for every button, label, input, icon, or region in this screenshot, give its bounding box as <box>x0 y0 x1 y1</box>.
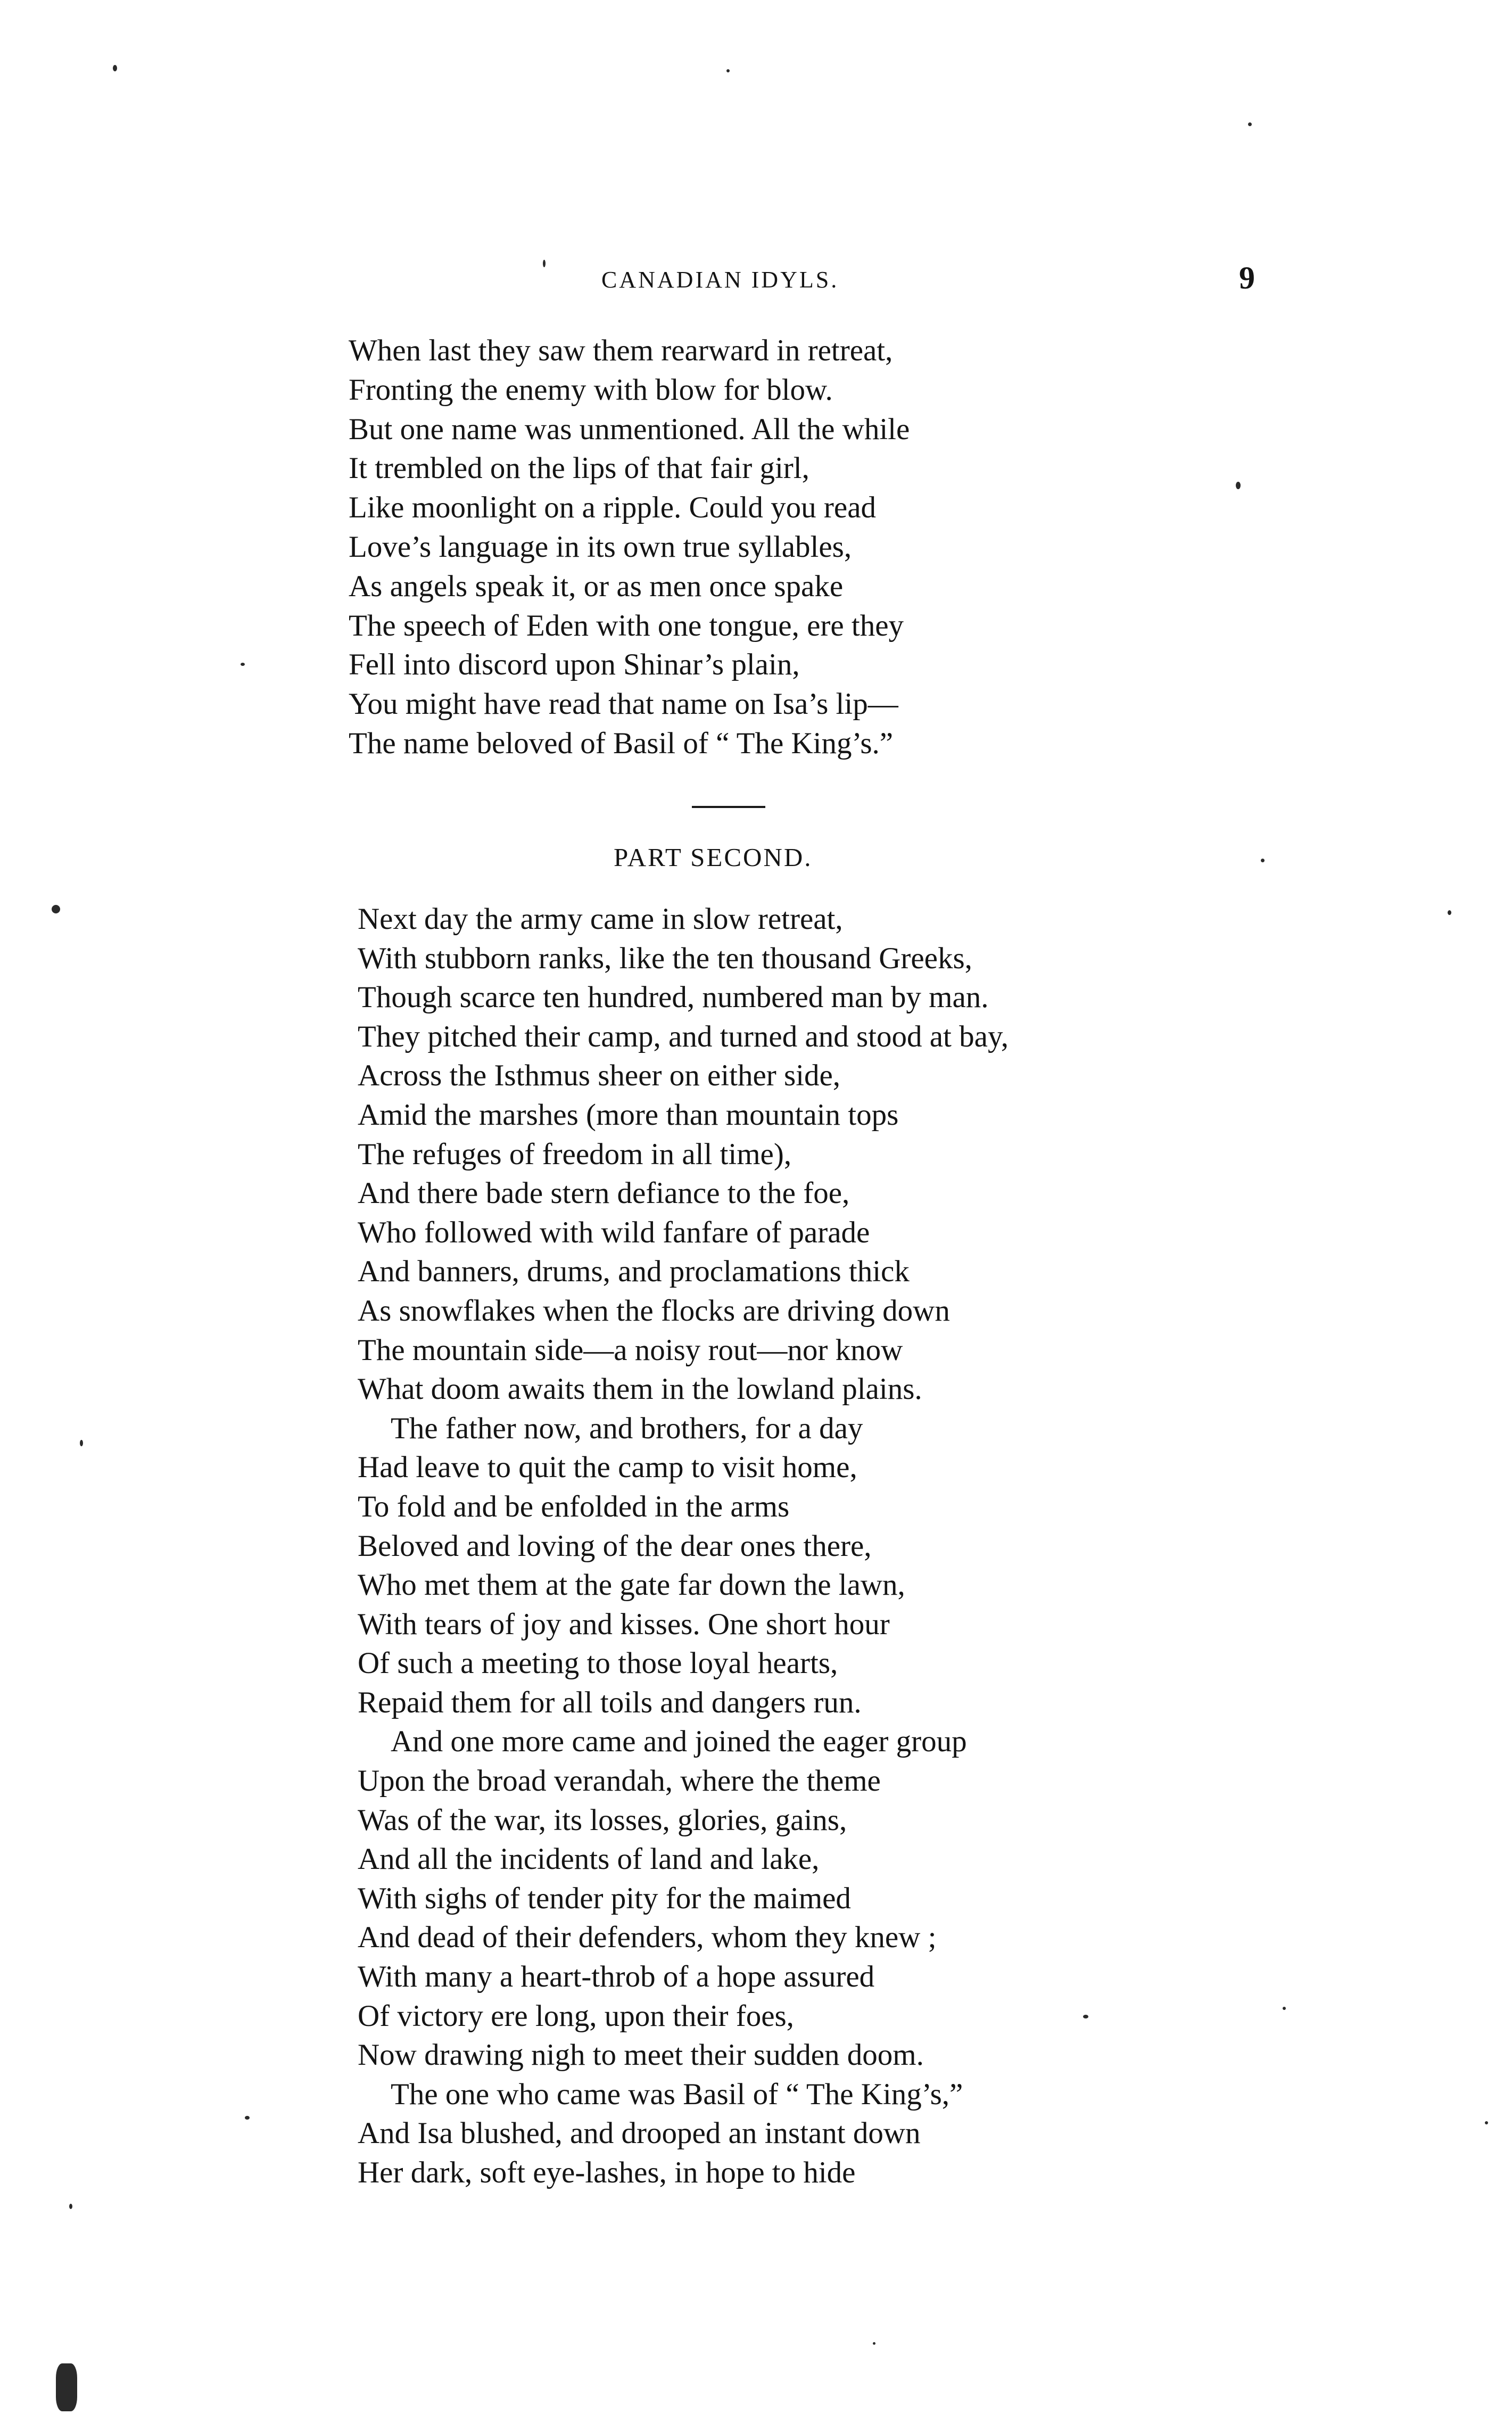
section-divider <box>692 806 765 808</box>
verse-line: Upon the broad verandah, where the theme <box>358 1764 881 1798</box>
verse-line: With many a heart-throb of a hope assured <box>358 1960 875 1994</box>
verse-line: Who met them at the gate far down the lawn, <box>358 1568 905 1602</box>
scan-speck <box>69 2204 72 2209</box>
part-two-verse <box>358 900 1009 2193</box>
page-number: 9 <box>1239 260 1255 295</box>
verse-line: Who followed with wild fanfare of parade <box>358 1215 870 1249</box>
verse-line: To fold and be enfolded in the arms <box>358 1489 790 1523</box>
scan-speck <box>241 663 245 666</box>
verse-line: And dead of their defenders, whom they knew ; <box>358 1921 937 1955</box>
verse-line: As angels speak it, or as men once spake <box>349 569 844 603</box>
verse-line: The speech of Eden with one tongue, ere they <box>349 608 904 642</box>
verse-line: Fronting the enemy with blow for blow. <box>349 373 833 407</box>
verse-line: The father now, and brothers, for a day <box>391 1411 863 1445</box>
verse-line: Next day the army came in slow retreat, <box>358 902 843 936</box>
part-one-verse <box>349 331 910 763</box>
verse-line: Of victory ere long, upon their foes, <box>358 1999 794 2033</box>
verse-line: Amid the marshes (more than mountain tops <box>358 1098 899 1132</box>
scan-speck <box>52 905 60 913</box>
verse-line: And Isa blushed, and drooped an instant down <box>358 2116 921 2150</box>
verse-line: And all the incidents of land and lake, <box>358 1842 820 1876</box>
verse-line: You might have read that name on Isa’s lip— <box>349 687 898 721</box>
verse-line: As snowflakes when the flocks are driving down <box>358 1293 950 1328</box>
verse-line: What doom awaits them in the lowland plains. <box>358 1372 922 1406</box>
verse-line: With sighs of tender pity for the maimed <box>358 1881 851 1915</box>
scan-speck <box>113 65 117 71</box>
verse-line: They pitched their camp, and turned and stood at bay, <box>358 1019 1009 1053</box>
verse-line: And one more came and joined the eager group <box>391 1725 967 1759</box>
section-heading: PART SECOND. <box>614 843 813 872</box>
scan-speck <box>543 260 546 267</box>
verse-line: Though scarce ten hundred, numbered man by man. <box>358 980 989 1015</box>
verse-line: But one name was unmentioned. All the while <box>349 412 910 446</box>
verse-line: The one who came was Basil of “ The King’s,” <box>391 2077 963 2111</box>
scan-speck <box>1448 910 1451 915</box>
verse-line: The refuges of freedom in all time), <box>358 1137 792 1171</box>
verse-line: And there bade stern defiance to the foe, <box>358 1176 850 1210</box>
scan-speck <box>80 1440 83 1446</box>
verse-line: Her dark, soft eye-lashes, in hope to hide <box>358 2156 856 2189</box>
scan-speck <box>245 2116 250 2120</box>
verse-line: Like moonlight on a ripple. Could you read <box>349 491 876 525</box>
scan-speck <box>873 2342 875 2345</box>
scan-speck <box>1261 859 1265 862</box>
verse-line: Was of the war, its losses, glories, gains, <box>358 1803 847 1837</box>
scan-speck <box>1083 2015 1088 2018</box>
verse-line: With tears of joy and kisses. One short hour <box>358 1607 890 1641</box>
verse-line: Fell into discord upon Shinar’s plain, <box>349 648 800 682</box>
scan-speck <box>1485 2121 1488 2124</box>
verse-line: Of such a meeting to those loyal hearts, <box>358 1646 838 1680</box>
scan-speck <box>726 69 730 72</box>
verse-line: Had leave to quit the camp to visit home, <box>358 1451 857 1485</box>
verse-line: Now drawing nigh to meet their sudden doom. <box>358 2038 924 2072</box>
verse-line: With stubborn ranks, like the ten thousand Greeks, <box>358 941 972 975</box>
verse-line: Beloved and loving of the dear ones there, <box>358 1529 872 1563</box>
verse-line: And banners, drums, and proclamations thick <box>358 1255 910 1289</box>
scan-speck <box>56 2363 77 2411</box>
verse-line: When last they saw them rearward in retreat, <box>349 334 893 367</box>
scan-speck <box>1248 122 1252 126</box>
verse-line: The mountain side—a noisy rout—nor know <box>358 1333 903 1367</box>
scan-speck <box>1283 2007 1286 2010</box>
verse-line: Across the Isthmus sheer on either side, <box>358 1059 841 1093</box>
scan-speck <box>1236 482 1241 489</box>
verse-line: It trembled on the lips of that fair girl, <box>349 451 809 485</box>
verse-line: Repaid them for all toils and dangers run. <box>358 1685 862 1719</box>
verse-line: The name beloved of Basil of “ The King’s.” <box>349 726 894 760</box>
verse-line: Love’s language in its own true syllables, <box>349 530 852 564</box>
running-head: CANADIAN IDYLS. <box>601 267 839 293</box>
